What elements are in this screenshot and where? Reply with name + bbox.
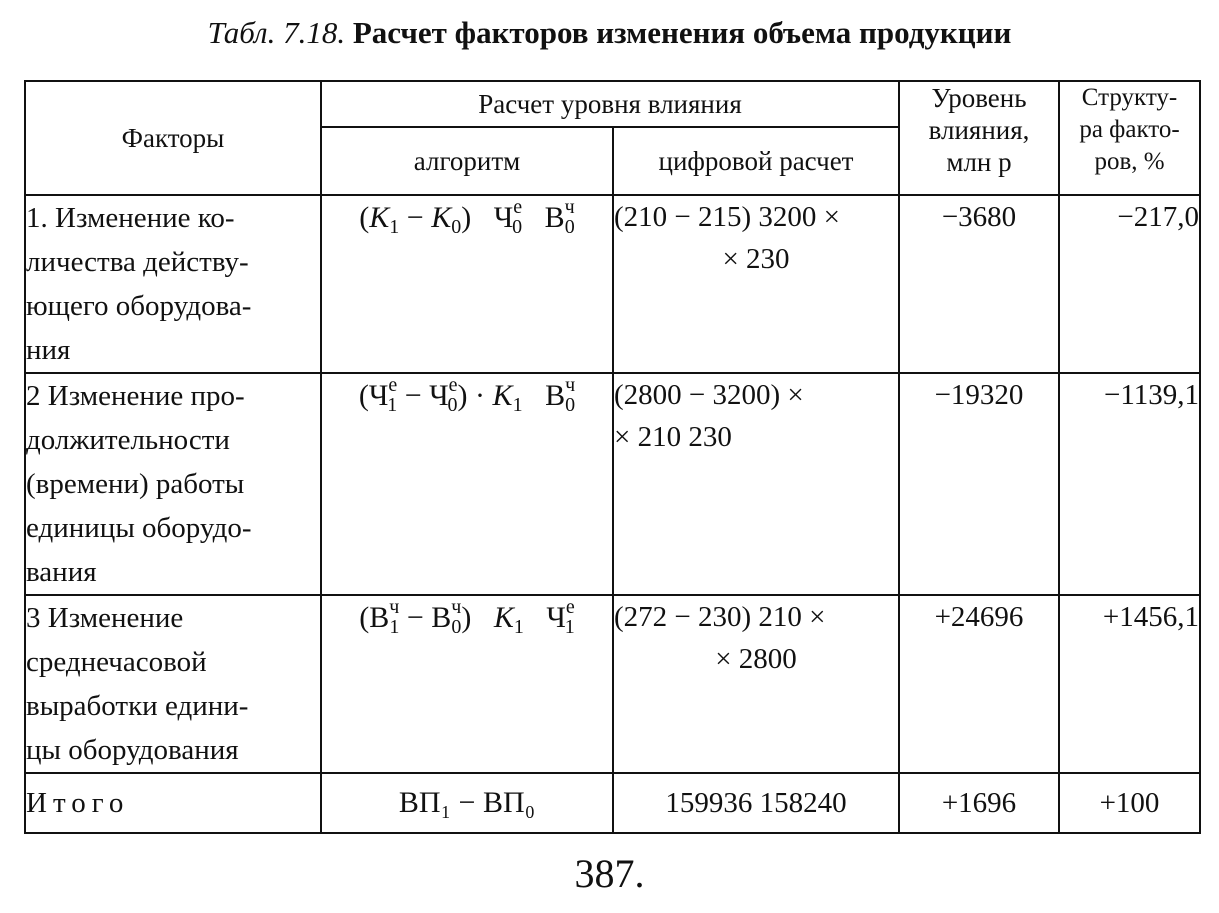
factor-cell <box>25 373 321 595</box>
factor-cell <box>25 195 321 373</box>
page-number: 387. <box>574 851 645 896</box>
formula-part: Ч <box>429 379 449 412</box>
total-row <box>25 773 1200 833</box>
formula-part: 1 <box>387 394 398 416</box>
formula-part: Ч <box>493 201 514 234</box>
total-label: Итого <box>25 773 321 833</box>
formula-part: 1 <box>512 394 523 416</box>
factor-line: 2 Изменение про- <box>26 380 245 412</box>
formula-part: · <box>467 379 493 412</box>
table-row <box>25 373 1200 595</box>
algorithm-formula-1 <box>321 195 613 373</box>
formula-part: ч <box>565 374 576 396</box>
factor-line: ния <box>26 334 71 366</box>
formula-part: В <box>431 601 452 634</box>
factor-line: личества действу- <box>26 246 249 278</box>
formula-part: 1 <box>513 616 524 638</box>
formula-part: 0 <box>451 616 462 638</box>
formula-part: ) <box>461 601 472 634</box>
formula-part: 0 <box>512 216 523 238</box>
formula-part: ) <box>461 201 472 234</box>
header-row-1 <box>25 81 1200 127</box>
formula-part: − <box>399 201 432 234</box>
formula-part: ч <box>451 596 462 618</box>
header-structure <box>1059 81 1200 195</box>
table-caption <box>0 14 1219 52</box>
factors-table <box>24 80 1201 834</box>
header-structure-line: ра факто- <box>1079 116 1180 143</box>
factor-line: вания <box>26 556 97 588</box>
formula-part: 1 <box>389 216 400 238</box>
formula-part: В <box>544 201 565 234</box>
formula-part: K <box>369 201 390 234</box>
formula-part: ч <box>564 196 575 218</box>
table-row <box>25 595 1200 773</box>
algorithm-formula-3 <box>321 595 613 773</box>
algorithm-formula-2 <box>321 373 613 595</box>
factor-line: должительности <box>26 424 230 456</box>
total-influence: +1696 <box>899 773 1059 833</box>
caption-label: Табл. 7.18. <box>207 15 346 50</box>
influence-cell: +24696 <box>899 595 1059 773</box>
numeric-calc-cell <box>613 373 899 595</box>
formula-part: В <box>545 379 566 412</box>
formula-part: ( <box>359 201 370 234</box>
factor-line: 3 Изменение <box>26 602 184 634</box>
calc-line: × 210 230 <box>614 421 732 453</box>
formula-part: ( <box>359 601 370 634</box>
formula-part: K <box>493 601 514 634</box>
header-calc-group: Расчет уровня влияния <box>321 81 899 127</box>
header-algorithm: алгоритм <box>321 127 613 195</box>
header-influence <box>899 81 1059 195</box>
header-influence-line: Уровень <box>931 83 1027 113</box>
formula-part: − <box>397 379 430 412</box>
numeric-calc-cell <box>613 595 899 773</box>
formula-part: е <box>448 374 458 396</box>
formula-part: 1 <box>564 616 575 638</box>
formula-part: 0 <box>565 394 576 416</box>
formula-part: 0 <box>451 216 462 238</box>
formula-part: − <box>399 601 432 634</box>
formula-part: В <box>369 601 390 634</box>
formula-part: Ч <box>368 379 389 412</box>
formula-part: ( <box>358 379 369 412</box>
formula-part: ) <box>457 379 468 412</box>
factor-line: 1. Изменение ко- <box>26 202 235 234</box>
total-structure: +100 <box>1059 773 1200 833</box>
factor-line: ющего оборудова- <box>26 290 252 322</box>
total-algorithm: ВП₁ − ВП₀ <box>321 773 613 833</box>
formula-part: 0 <box>447 394 458 416</box>
numeric-calc-cell <box>613 195 899 373</box>
calc-line: (210 − 215) 3200 × <box>614 201 841 233</box>
influence-cell: −19320 <box>899 373 1059 595</box>
header-numeric-calc: цифровой расчет <box>613 127 899 195</box>
factor-line: (времени) работы <box>26 468 245 500</box>
structure-cell: −217,0 <box>1059 195 1200 373</box>
caption-title: Расчет факторов изменения объема продукции <box>352 15 1012 50</box>
structure-cell: −1139,1 <box>1059 373 1200 595</box>
table-row <box>25 195 1200 373</box>
header-influence-line: влияния, <box>928 115 1030 145</box>
factor-cell <box>25 595 321 773</box>
structure-cell: +1456,1 <box>1059 595 1200 773</box>
total-calc: 159936 158240 <box>613 773 899 833</box>
factor-line: единицы оборудо- <box>26 512 252 544</box>
influence-cell: −3680 <box>899 195 1059 373</box>
formula-part: е <box>513 196 523 218</box>
calc-line: (272 − 230) 210 × <box>614 601 826 633</box>
formula-part: е <box>565 596 575 618</box>
calc-line: (2800 − 3200) × <box>614 379 804 411</box>
calc-line: × 230 <box>722 243 790 275</box>
formula-part: е <box>388 374 398 396</box>
factor-line: цы оборудования <box>26 734 239 766</box>
formula-part: K <box>492 379 513 412</box>
formula-part: K <box>431 201 452 234</box>
factor-line: выработки едини- <box>26 690 249 722</box>
header-structure-line: Структу- <box>1081 84 1178 111</box>
formula-part: 1 <box>389 616 400 638</box>
header-influence-line: млн р <box>946 147 1012 177</box>
header-factors: Факторы <box>25 81 321 195</box>
factor-line: среднечасовой <box>26 646 207 678</box>
formula-part: ч <box>389 596 400 618</box>
calc-line: × 2800 <box>715 643 797 675</box>
header-structure-line: ров, % <box>1094 148 1165 175</box>
formula-part: Ч <box>546 601 566 634</box>
formula-part: 0 <box>564 216 575 238</box>
